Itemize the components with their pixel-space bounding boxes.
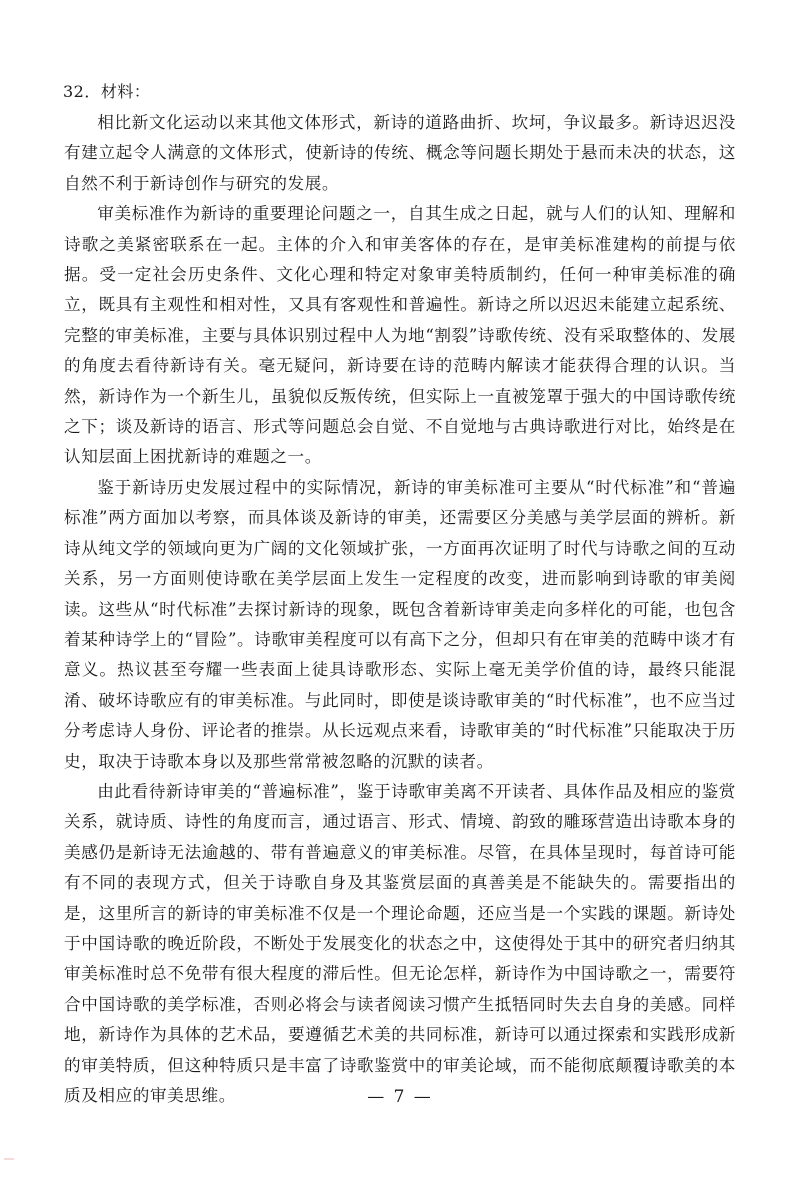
scan-edge-mark <box>4 1158 14 1160</box>
page-number: — 7 — <box>367 1087 433 1107</box>
reading-passage <box>64 108 736 1111</box>
passage-paragraph-3: 鉴于新诗历史发展过程中的实际情况，新诗的审美标准可主要从“时代标准”和“普遍标准”两方面加以考察，而具体谈及新诗的审美，还需要区分美感与美学层面的辨析。新诗从纯文学的领域向更为广阔的文化领域扩张，一方面再次证明了时代与诗歌之间的互动关系，另一方面则使诗歌在美学层面上发生一定程度的改变，进而影响到诗歌的审美阅读。这些从“时代标准”去探讨新诗的现象，既包含着新诗审美走向多样化的可能，也包含着某种诗学上的“冒险”。诗歌审美程度可以有高下之分，但却只有在审美的范畴中谈才有意义。热议甚至夸耀一些表面上徒具诗歌形态、实际上毫无美学价值的诗，最终只能混淆、破坏诗歌应有的审美标准。与此同时，即使是谈诗歌审美的“时代标准”，也不应当过分考虑诗人身份、评论者的推崇。从长远观点来看，诗歌审美的“时代标准”只能取决于历史，取决于诗歌本身以及那些常常被忽略的沉默的读者。 <box>64 477 736 771</box>
passage-paragraph-2: 审美标准作为新诗的重要理论问题之一，自其生成之日起，就与人们的认知、理解和诗歌之美紧密联系在一起。主体的介入和审美客体的存在，是审美标准建构的前提与依据。受一定社会历史条件、文化心理和特定对象审美特质制约，任何一种审美标准的确立，既具有主观性和相对性，又具有客观性和普遍性。新诗之所以迟迟未能建立起系统、完整的审美标准，主要与具体识别过程中人为地“割裂”诗歌传统、没有采取整体的、发展的角度去看待新诗有关。毫无疑问，新诗要在诗的范畴内解读才能获得合理的认识。当然，新诗作为一个新生儿，虽貌似反叛传统，但实际上一直被笼罩于强大的中国诗歌传统之下；谈及新诗的语言、形式等问题总会自觉、不自觉地与古典诗歌进行对比，始终是在认知层面上困扰新诗的难题之一。 <box>64 204 736 467</box>
question-number-label: 32．材料： <box>63 82 151 101</box>
passage-paragraph-1: 相比新文化运动以来其他文体形式，新诗的道路曲折、坎坷，争议最多。新诗迟迟没有建立起令人满意的文体形式，使新诗的传统、概念等问题长期处于悬而未决的状态，这自然不利于新诗创作与研究的发展。 <box>64 113 736 193</box>
passage-paragraph-4: 由此看待新诗审美的“普遍标准”，鉴于诗歌审美离不开读者、具体作品及相应的鉴赏关系，就诗质、诗性的角度而言，通过语言、形式、情境、韵致的雕琢营造出诗歌本身的美感仍是新诗无法逾越的、带有普遍意义的审美标准。尽管，在具体呈现时，每首诗可能有不同的表现方式，但关于诗歌自身及其鉴赏层面的真善美是不能缺失的。需要指出的是，这里所言的新诗的审美标准不仅是一个理论命题，还应当是一个实践的课题。新诗处于中国诗歌的晚近阶段，不断处于发展变化的状态之中，这使得处于其中的研究者归纳其审美标准时总不免带有很大程度的滞后性。但无论怎样，新诗作为中国诗歌之一，需要符合中国诗歌的美学标准，否则必将会与读者阅读习惯产生抵牾同时失去自身的美感。同样地，新诗作为具体的艺术品，要遵循艺术美的共同标准，新诗可以通过探索和实践形成新的审美特质，但这种特质只是丰富了诗歌鉴赏中的审美论域，而不能彻底颠覆诗歌美的本质及相应的审美思维。 <box>64 781 736 1105</box>
